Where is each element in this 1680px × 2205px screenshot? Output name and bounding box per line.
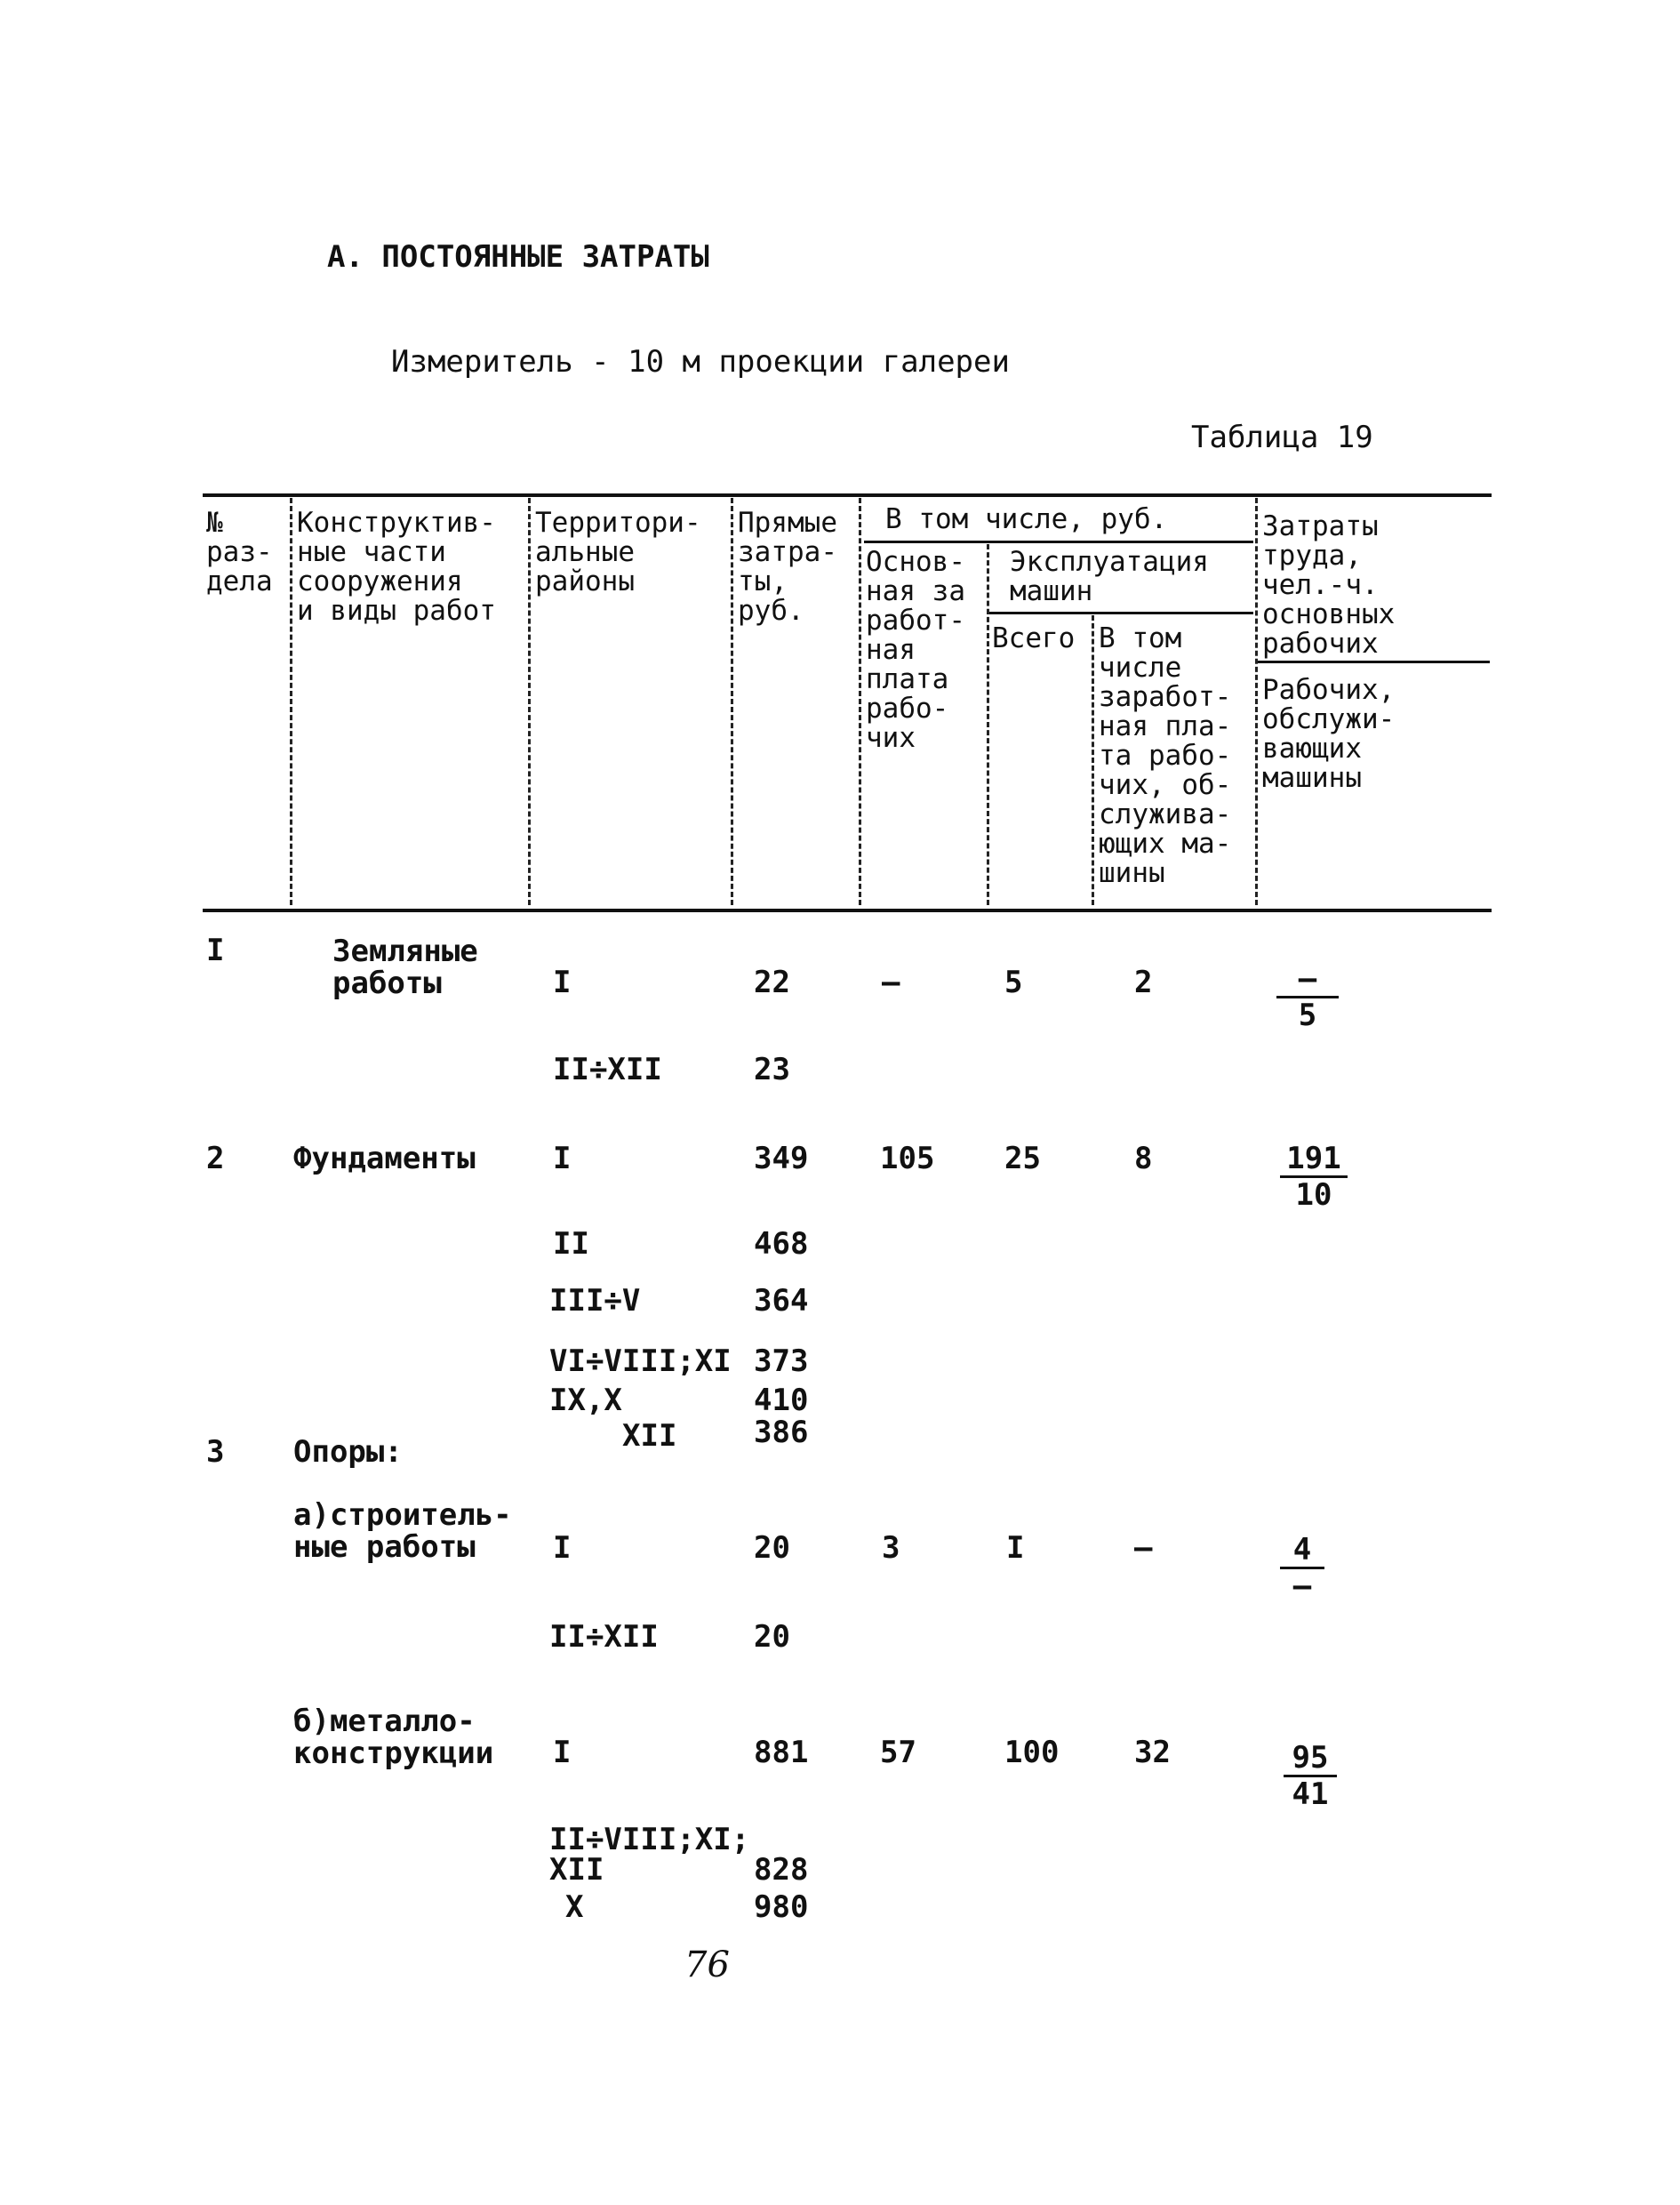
section-heading: А. ПОСТОЯННЫЕ ЗАТРАТЫ — [327, 239, 709, 275]
header-regions: Территори- альные районы — [535, 507, 701, 597]
work-name: Земляные работы — [332, 934, 478, 1001]
col-sep-4 — [859, 498, 861, 905]
region-cell: X — [565, 1889, 584, 1925]
work-subname: б)металло- конструкции — [293, 1704, 494, 1771]
page-number: 76 — [684, 1944, 730, 1985]
base-wage-cell: 57 — [880, 1735, 916, 1770]
region-cell: I — [553, 1141, 572, 1176]
region-cell: II — [553, 1226, 589, 1262]
col-sep-3 — [731, 498, 733, 905]
header-direct-costs: Прямые затра- ты, руб. — [738, 507, 837, 627]
direct-cost-cell: 23 — [754, 1052, 790, 1087]
region-cell: I — [553, 965, 572, 1000]
direct-cost-cell: 881 — [754, 1735, 809, 1770]
labor-denominator: 10 — [1295, 1177, 1332, 1213]
labor-numerator: 95 — [1292, 1740, 1329, 1776]
exploitation-rule — [987, 612, 1253, 614]
col-sep-5 — [987, 544, 989, 905]
direct-cost-cell: 386 — [754, 1415, 809, 1450]
direct-cost-cell: 468 — [754, 1226, 809, 1262]
section-number: I — [206, 933, 225, 968]
header-section-number: № раз- дела — [206, 507, 273, 597]
region-cell: I — [553, 1530, 572, 1566]
region-cell: I — [553, 1735, 572, 1770]
col-sep-7 — [1255, 498, 1258, 905]
header-machine-exploitation: Эксплуатация машин — [1010, 546, 1209, 607]
labor-denominator: 5 — [1298, 998, 1317, 1033]
direct-cost-cell: 20 — [754, 1619, 790, 1655]
region-cell: XII — [622, 1418, 677, 1454]
labor-fraction — [1280, 1532, 1324, 1604]
region-cell: VI÷VIII;XI — [549, 1343, 732, 1379]
exploitation-total-cell: 100 — [1004, 1735, 1060, 1770]
region-cell: IX,X — [549, 1383, 622, 1418]
region-cell: II÷XII — [553, 1052, 662, 1087]
operator-wage-cell: 2 — [1134, 965, 1153, 1000]
exploitation-total-cell: 25 — [1004, 1141, 1041, 1176]
exploitation-total-cell: I — [1006, 1530, 1025, 1566]
direct-cost-cell: 20 — [754, 1530, 790, 1566]
header-including-group: В том числе, руб. — [885, 503, 1168, 535]
labor-numerator: – — [1298, 961, 1317, 997]
work-name: Фундаменты — [293, 1141, 476, 1176]
direct-cost-cell: 373 — [754, 1343, 809, 1379]
header-base-wage: Основ- ная за работ- ная плата рабо- чих — [866, 546, 965, 754]
col-sep-2 — [528, 498, 531, 905]
region-cell: II÷XII — [549, 1619, 659, 1655]
work-subname: а)строитель- ные работы — [293, 1497, 512, 1565]
direct-cost-cell: 364 — [754, 1283, 809, 1319]
direct-cost-cell: 22 — [754, 965, 790, 1000]
direct-cost-cell: 828 — [754, 1852, 809, 1888]
base-wage-cell: 105 — [880, 1141, 935, 1176]
table-label: Таблица 19 — [1191, 420, 1373, 455]
labor-denominator: 41 — [1292, 1776, 1329, 1812]
region-cell: II÷VIII;XI; XII — [549, 1822, 750, 1888]
direct-cost-cell: 349 — [754, 1141, 809, 1176]
header-exploitation-total: Всего — [992, 622, 1076, 654]
header-labor-costs: Затраты труда, чел.-ч. основных рабочих — [1262, 510, 1396, 660]
exploitation-total-cell: 5 — [1004, 965, 1023, 1000]
work-name: Опоры: — [293, 1434, 403, 1470]
section-number: 2 — [206, 1141, 225, 1176]
base-wage-cell: – — [882, 965, 900, 1000]
col-sep-6 — [1092, 615, 1094, 905]
labor-split-rule — [1255, 661, 1490, 663]
operator-wage-cell: 32 — [1134, 1735, 1171, 1770]
region-cell: III÷V — [549, 1283, 641, 1319]
group-rule — [864, 541, 1253, 543]
labor-numerator: 191 — [1286, 1141, 1341, 1176]
header-construction-parts: Конструктив- ные части сооружения и виды работ — [297, 507, 496, 627]
section-number: 3 — [206, 1434, 225, 1470]
labor-fraction — [1280, 1141, 1348, 1213]
labor-numerator: 4 — [1292, 1532, 1312, 1568]
header-machine-operator-wage: В том числе заработ- ная пла- та рабо- чих, об- служива- ющих ма- шины — [1099, 622, 1232, 889]
header-bottom-rule — [203, 909, 1492, 912]
labor-fraction — [1284, 1740, 1337, 1812]
direct-cost-cell: 980 — [754, 1889, 809, 1925]
labor-fraction — [1276, 961, 1339, 1033]
labor-denominator: – — [1292, 1568, 1312, 1604]
operator-wage-cell: 8 — [1134, 1141, 1153, 1176]
col-sep-1 — [290, 498, 292, 905]
base-wage-cell: 3 — [882, 1530, 900, 1566]
operator-wage-cell: – — [1134, 1530, 1153, 1566]
header-labor-operators: Рабочих, обслужи- вающих машины — [1262, 674, 1396, 794]
table-top-rule — [203, 493, 1492, 497]
direct-cost-cell: 410 — [754, 1383, 809, 1418]
measure-caption: Измеритель - 10 м проекции галереи — [391, 344, 1010, 380]
